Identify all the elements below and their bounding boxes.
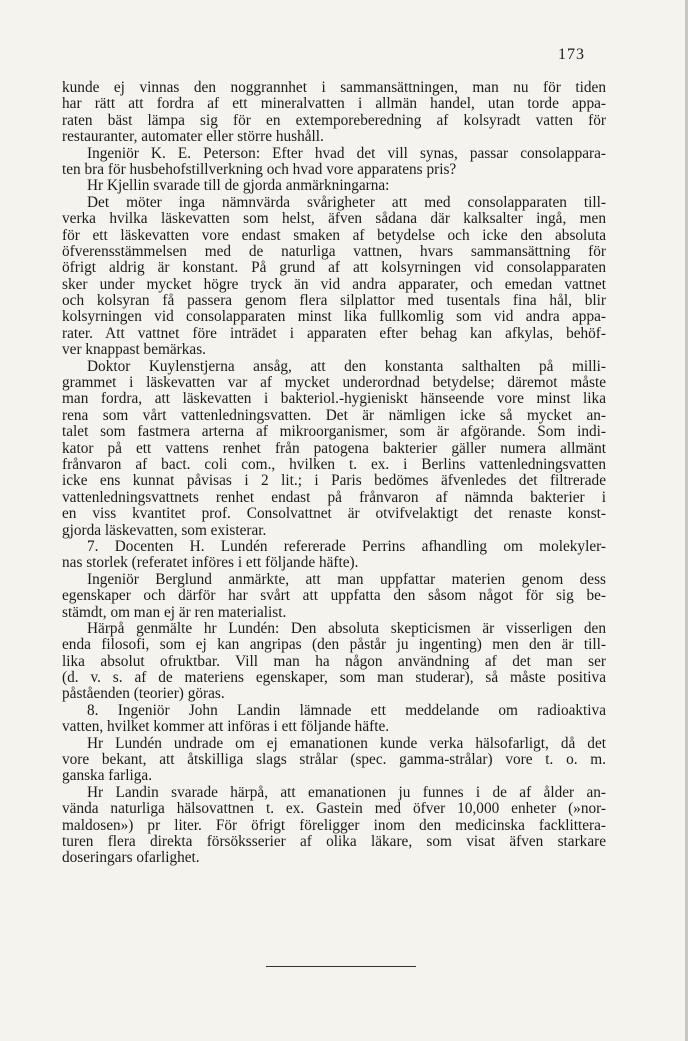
text-line: Ingeniör K. E. Peterson: Efter hvad det vill synas, passar consolappara- [87, 144, 606, 162]
text-line: ten bra för husbehofstillverkning och hvad vore apparatens pris? [62, 160, 457, 178]
text-line: restauranter, automater eller större hushåll. [62, 128, 324, 146]
text-line: vore bekant, att åtskilliga slags strålar (spec. gamma-strålar) vore t. o. m. [62, 751, 606, 769]
text-line: talet som fastmera arterna af mikroorganismer, som är afgörande. Som indi- [62, 423, 606, 441]
text-line: kator på ett vattens renhet från patogena bakterier gäller numera allmänt [62, 439, 606, 457]
text-line: gjorda läskevatten, som existerar. [62, 521, 267, 539]
text-line: påståenden (teorier) göras. [62, 685, 225, 703]
text-line: och kolsyran få passera genom flera silplattor med tusentals fina hål, blir [62, 292, 606, 310]
text-line: Hr Lundén undrade om ej emanationen kunde verka hälsofarligt, då det [87, 734, 606, 752]
text-line: doseringars ofarlighet. [62, 849, 200, 867]
text-line: ganska farliga. [62, 767, 153, 785]
text-line: icke ens kunnat påvisas i 2 lit.; i Paris bedömes äfvenledes det filtrerade [62, 472, 606, 490]
text-line: har rätt att fordra af ett mineralvatten i allmän handel, utan torde appa- [62, 95, 606, 113]
text-line: för ett läskevatten vore endast smaken af betydelse och icke den absoluta [62, 226, 606, 244]
text-line: turen flera direkta försöksserier af olika läkare, som visat äfven starkare [62, 832, 606, 850]
text-line: lika absolut ofruktbar. Vill man ha någon användning af det man ser [62, 652, 606, 670]
text-line: Härpå genmälte hr Lundén: Den absoluta skepticismen är visserligen den [87, 619, 606, 637]
text-line: Ingeniör Berglund anmärkte, att man uppfattar materien genom dess [87, 570, 606, 588]
text-line: rater. Att vattnet före inträdet i apparaten efter behag kan afkylas, behöf- [62, 324, 606, 342]
text-line: öfrigt aldrig är konstant. På grund af att kolsyrningen vid consolapparaten [62, 259, 606, 277]
text-line: Det möter inga nämnvärda svårigheter att med consolapparaten till- [87, 193, 606, 211]
text-line: (d. v. s. af de materiens egenskaper, som man studerar), så måste positiva [62, 669, 606, 687]
text-line: en viss kvantitet prof. Consolvattnet är otvifvelaktigt det renaste konst- [62, 505, 606, 523]
text-line: 8. Ingeniör John Landin lämnade ett meddelande om radioaktiva [87, 701, 606, 719]
text-line: maldosen») pr liter. För öfrigt föreligger inom den medicinska facklittera- [62, 816, 606, 834]
text-line: stämdt, om man ej är ren materialist. [62, 603, 287, 621]
text-line: Hr Kjellin svarade till de gjorda anmärkningarna: [87, 177, 390, 195]
text-line: kunde ej vinnas den noggrannhet i sammansättningen, man nu för tiden [62, 79, 606, 96]
text-line: rena som vårt vattenledningsvatten. Det är nämligen icke så mycket an- [62, 406, 606, 424]
text-line: frånvaron af bact. coli com., hvilken t. ex. i Berlins vattenledningsvatten [62, 455, 606, 473]
text-line: verka hvilka läskevatten som helst, äfven sådana där kalksalter ingå, men [62, 210, 606, 228]
text-line: öfverensstämmelsen med de naturliga vattnen, hvars sammansättning för [62, 242, 606, 260]
text-line: sker under mycket högre tryck än vid andra apparater, och emedan vattnet [62, 275, 606, 293]
text-line: egenskaper och därför har svårt att uppfatta den såsom något för sig be- [62, 587, 606, 605]
end-rule [266, 966, 416, 967]
text-line: kolsyrningen vid consolapparaten minst lika fullkomlig som vid andra appa- [62, 308, 606, 326]
text-line: Doktor Kuylenstjerna ansåg, att den konstanta salthalten på milli- [87, 357, 606, 375]
text-line: raten bäst lämpa sig för en extemporeberedning af kolsyradt vatten för [62, 111, 606, 129]
text-line: vända naturliga hälsovattnen t. ex. Gastein med öfver 10,000 enheter (»nor- [62, 800, 606, 818]
text-line: nas storlek (referatet införes i ett följande häfte). [62, 554, 359, 572]
body-text [62, 80, 606, 867]
text-line: man fordra, att läskevatten i bakteriol.-hygieniskt hänseende vore minst lika [62, 390, 606, 408]
text-line: Hr Landin svarade härpå, att emanationen ju funnes i de af ålder an- [87, 783, 606, 801]
text-line: vattenledningsvattnets renhet endast på frånvaron af nämnda bakterier i [62, 488, 606, 506]
text-line: enda filosofi, som ej kan angripas (den påstår ju ingenting) men den är till- [62, 636, 606, 654]
text-line: vatten, hvilket kommer att införas i ett följande häfte. [62, 718, 390, 736]
page-number: 173 [558, 46, 585, 63]
text-line: ver knappast bemärkas. [62, 341, 206, 359]
text-line: 7. Docenten H. Lundén refererade Perrins afhandling om molekyler- [87, 537, 606, 555]
text-line: grammet i läskevatten var af mycket underordnad betydelse; däremot måste [62, 374, 606, 392]
